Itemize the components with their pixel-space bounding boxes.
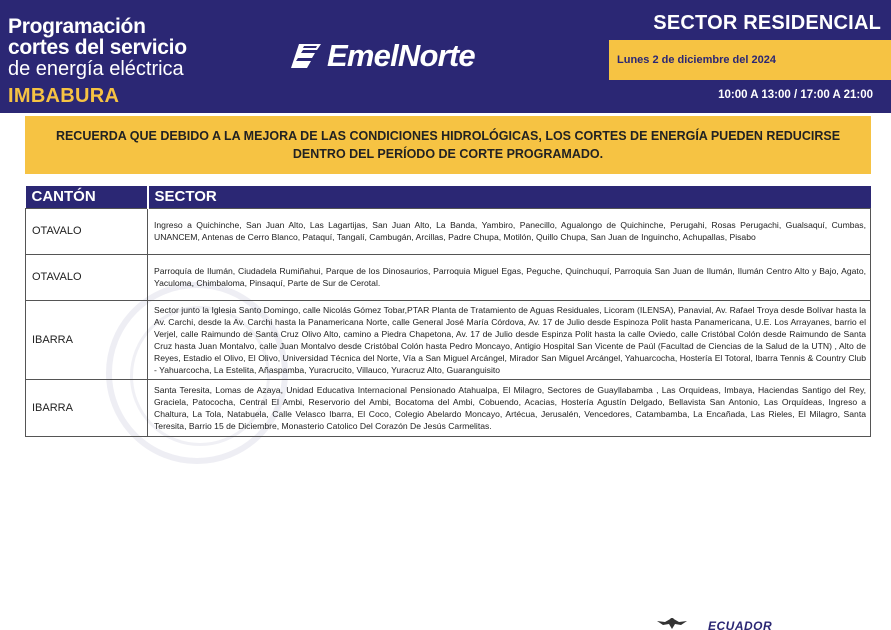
- table-row: [26, 300, 871, 380]
- title-line-3: de energía eléctrica: [8, 58, 184, 80]
- canton-cell: OTAVALO: [26, 208, 148, 254]
- notice-text: RECUERDA QUE DEBIDO A LA MEJORA DE LAS CONDICIONES HIDROLÓGICAS, LOS CORTES DE ENERGÍA PUEDEN REDUCIRSE DENTRO DEL PERÍODO DE CORTE PROGRAMADO.: [55, 129, 841, 161]
- date-box: [609, 40, 891, 80]
- table-row: [26, 380, 871, 437]
- ecuador-eagle-icon: [655, 616, 689, 630]
- schedule-text: 10:00 A 13:00 / 17:00 A 21:00: [718, 89, 873, 101]
- canton-cell: IBARRA: [26, 380, 148, 437]
- table-header-row: [26, 186, 871, 208]
- header-canton: CANTÓN: [26, 186, 148, 208]
- table-row: [26, 208, 871, 254]
- header-banner: [0, 0, 891, 113]
- title-line-1: Programación: [8, 15, 146, 38]
- emelnorte-logo-icon: [291, 42, 323, 70]
- footer-brand: ECUADOR: [708, 619, 773, 630]
- header-sector: SECTOR: [148, 186, 871, 208]
- sector-cell: Parroquía de Ilumán, Ciudadela Rumiñahui, Parque de los Dinosaurios, Parroquia Miguel Egas, Peguche, Quinchuquí, Parroquia San Juan de Ilumán, Ilumán Centro Alto y Bajo, Agato, Yaculoma, Chimbaloma, Pinsaquí, Parte de Sur de Cerotal.: [148, 254, 871, 300]
- sector-cell: Ingreso a Quichinche, San Juan Alto, Las Lagartijas, San Juan Alto, La Banda, Yambiro, Panecillo, Agualongo de Quichinche, Perugahi, Rosas Perugachi, Gualsaquí, Cumbas, UNANCEM, Antenas de Cerro Blanco, Pataquí, Tangalí, Cambugán, Arcillas, Padre Chupa, Motilón, Quillo Chupa, San Juan de Inguincho, Achupallas, Pisabo: [148, 208, 871, 254]
- outage-table: [25, 186, 871, 437]
- province-label: IMBABURA: [8, 85, 120, 107]
- sector-cell: Santa Teresita, Lomas de Azaya, Unidad Educativa Internacional Pensionado Atahualpa, El Milagro, Sectores de Guayllabamba , Las Orquideas, Imbaya, Haciendas Santigo del Rey, Graciela, Patococha, Central El Ambi, Reservorio del Ambi, Bocatoma del Ambi, Cobuendo, Acacias, Hostería Agustín Delgado, Bellavista San Antonio, Las Orquídeas, Ingreso a Chaltura, La Tola, Natabuela, Calle Velasco Ibarra, El Coco, Colegio Abelardo Moncayo, Artécua, Jerusalén, Vencedores, Catambamba, La Encañada, Las Rieles, El Milagro, Santa Teresita, Barrio 15 de Diciembre, Monasterio Catolico Del Corazón De Jesús Carmelitas.: [148, 380, 871, 437]
- title-line-2: cortes del servicio: [8, 36, 187, 59]
- brand-name: EmelNorte: [327, 38, 475, 73]
- date-text: Lunes 2 de diciembre del 2024: [617, 54, 776, 66]
- sector-type-title: SECTOR RESIDENCIAL: [653, 12, 881, 34]
- program-title: [8, 16, 187, 80]
- brand-logo: [291, 38, 475, 74]
- notice-banner: [25, 116, 871, 174]
- table-row: [26, 254, 871, 300]
- canton-cell: IBARRA: [26, 300, 148, 380]
- canton-cell: OTAVALO: [26, 254, 148, 300]
- sector-cell: Sector junto la Iglesia Santo Domingo, calle Nicolás Gómez Tobar,PTAR Planta de Tratamiento de Aguas Residuales, Licoram (ILENSA), Panavial, Av. Rafael Troya desde Bolívar hasta la Av. Carchi, desde la Av. Carchi hasta la Panamericana Norte, calle General José María Córdova, Av. 17 de Julio desde Espinoza Polit hasta Panamericana, U.E. Los Arrayanes, barrio el Verjel, calle Raimundo de Santa Cruz Olivo Alto, camino a Piedra Chapetona, Av. 17 de Julio desde Espinza Polit hasta la calle Oviedo, calle Cristóbal Colón desde Raimundo de Santa Cruz hasta Juan Montalvo, calle Juan Montalvo desde Cristóbal Colón hasta Pedro Moncayo, Antigio Hospital San Vicente de Paúl (Facultad de Ciencias de la Salud de la UTN) , Alto de Reyes, Estadio el Olivo, El Olivo, Universidad Técnica del Norte, Vía a San Miguel Arcángel, Mirador San Miguel Arcángel, Yahuarcocha, Hostería El Totoral, Ibarra Tennis & Country Club - Yahuarcocha, La Estelita, Añaspamba, Yuracrucito, Villauco, Yuracruz Alto, Guaranguisito: [148, 300, 871, 380]
